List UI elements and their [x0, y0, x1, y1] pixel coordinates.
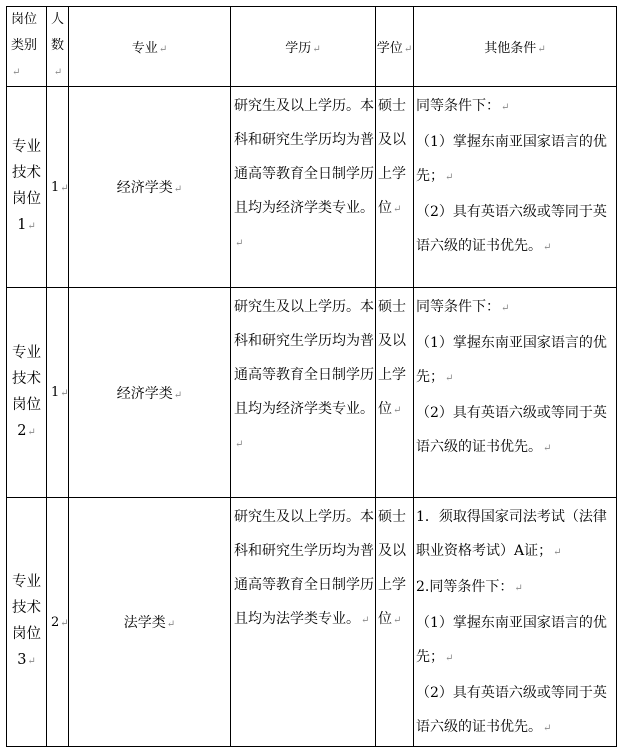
return-mark-icon: ↵ [501, 102, 510, 113]
header-education: 学历↵ [231, 7, 376, 87]
other-conditions-cell: 同等条件下：↵ （1）掌握东南亚国家语言的优先；↵ （2）具有英语六级或等同于英语六级的证书优先。↵ [414, 87, 617, 288]
post-type-cell: 专业 技术 岗位 1↵ [7, 87, 47, 288]
degree-cell: 硕士及以上学位↵ [376, 87, 414, 288]
return-mark-icon: ↵ [12, 67, 21, 78]
return-mark-icon: ↵ [553, 547, 562, 558]
return-mark-icon: ↵ [53, 67, 63, 78]
return-mark-icon: ↵ [312, 44, 321, 55]
return-mark-icon: ↵ [166, 619, 176, 630]
major-cell: 法学类↵ [69, 498, 231, 747]
count-cell: 1↵ [47, 87, 69, 288]
return-mark-icon: ↵ [445, 373, 454, 384]
table-row [7, 87, 617, 288]
requirements-table [6, 6, 617, 747]
degree-cell: 硕士及以上学位↵ [376, 498, 414, 747]
return-mark-icon: ↵ [60, 388, 69, 399]
other-conditions-cell: 1．须取得国家司法考试（法律职业资格考试）A证；↵ 2.同等条件下：↵ （1）掌握东南亚国家语言的优先；↵ （2）具有英语六级或等同于英语六级的证书优先。↵ [414, 498, 617, 747]
count-cell: 2↵ [47, 498, 69, 747]
return-mark-icon: ↵ [235, 439, 244, 450]
education-cell: 研究生及以上学历。本科和研究生学历均为普通高等教育全日制学历且均为经济学类专业。↵ [231, 87, 376, 288]
table-row [7, 288, 617, 498]
return-mark-icon: ↵ [445, 653, 454, 664]
major-cell: 经济学类↵ [69, 87, 231, 288]
return-mark-icon: ↵ [543, 443, 552, 454]
return-mark-icon: ↵ [501, 303, 510, 314]
header-degree: 学位↵ [376, 7, 414, 87]
header-post-type: 岗位 类别↵ [7, 7, 47, 87]
return-mark-icon: ↵ [27, 221, 36, 232]
return-mark-icon: ↵ [27, 656, 36, 667]
return-mark-icon: ↵ [173, 389, 183, 401]
return-mark-icon: ↵ [173, 184, 183, 195]
return-mark-icon: ↵ [158, 44, 168, 55]
return-mark-icon: ↵ [235, 238, 244, 249]
return-mark-icon: ↵ [543, 723, 552, 734]
return-mark-icon: ↵ [393, 405, 402, 416]
return-mark-icon: ↵ [543, 242, 552, 253]
header-row [7, 7, 617, 87]
return-mark-icon: ↵ [60, 617, 69, 629]
return-mark-icon: ↵ [393, 204, 402, 215]
degree-cell: 硕士及以上学位↵ [376, 288, 414, 498]
education-cell: 研究生及以上学历。本科和研究生学历均为普通高等教育全日制学历且均为经济学类专业。↵ [231, 288, 376, 498]
return-mark-icon: ↵ [361, 615, 370, 626]
header-other: 其他条件↵ [414, 7, 617, 87]
return-mark-icon: ↵ [393, 615, 402, 626]
post-type-cell: 专业 技术 岗位 2↵ [7, 288, 47, 498]
return-mark-icon: ↵ [445, 172, 454, 183]
return-mark-icon: ↵ [537, 44, 546, 55]
return-mark-icon: ↵ [403, 44, 413, 55]
table-row [7, 498, 617, 747]
header-major: 专业↵ [69, 7, 231, 87]
return-mark-icon: ↵ [27, 426, 36, 438]
post-type-cell: 专业 技术 岗位 3↵ [7, 498, 47, 747]
other-conditions-cell: 同等条件下：↵ （1）掌握东南亚国家语言的优先；↵ （2）具有英语六级或等同于英语六级的证书优先。↵ [414, 288, 617, 498]
header-count: 人 数↵ [47, 7, 69, 87]
count-cell: 1↵ [47, 288, 69, 498]
return-mark-icon: ↵ [514, 583, 523, 594]
return-mark-icon: ↵ [60, 182, 69, 194]
education-cell: 研究生及以上学历。本科和研究生学历均为普通高等教育全日制学历且均为法学类专业。↵ [231, 498, 376, 747]
requirements-table-wrapper [6, 6, 617, 747]
major-cell: 经济学类↵ [69, 288, 231, 498]
